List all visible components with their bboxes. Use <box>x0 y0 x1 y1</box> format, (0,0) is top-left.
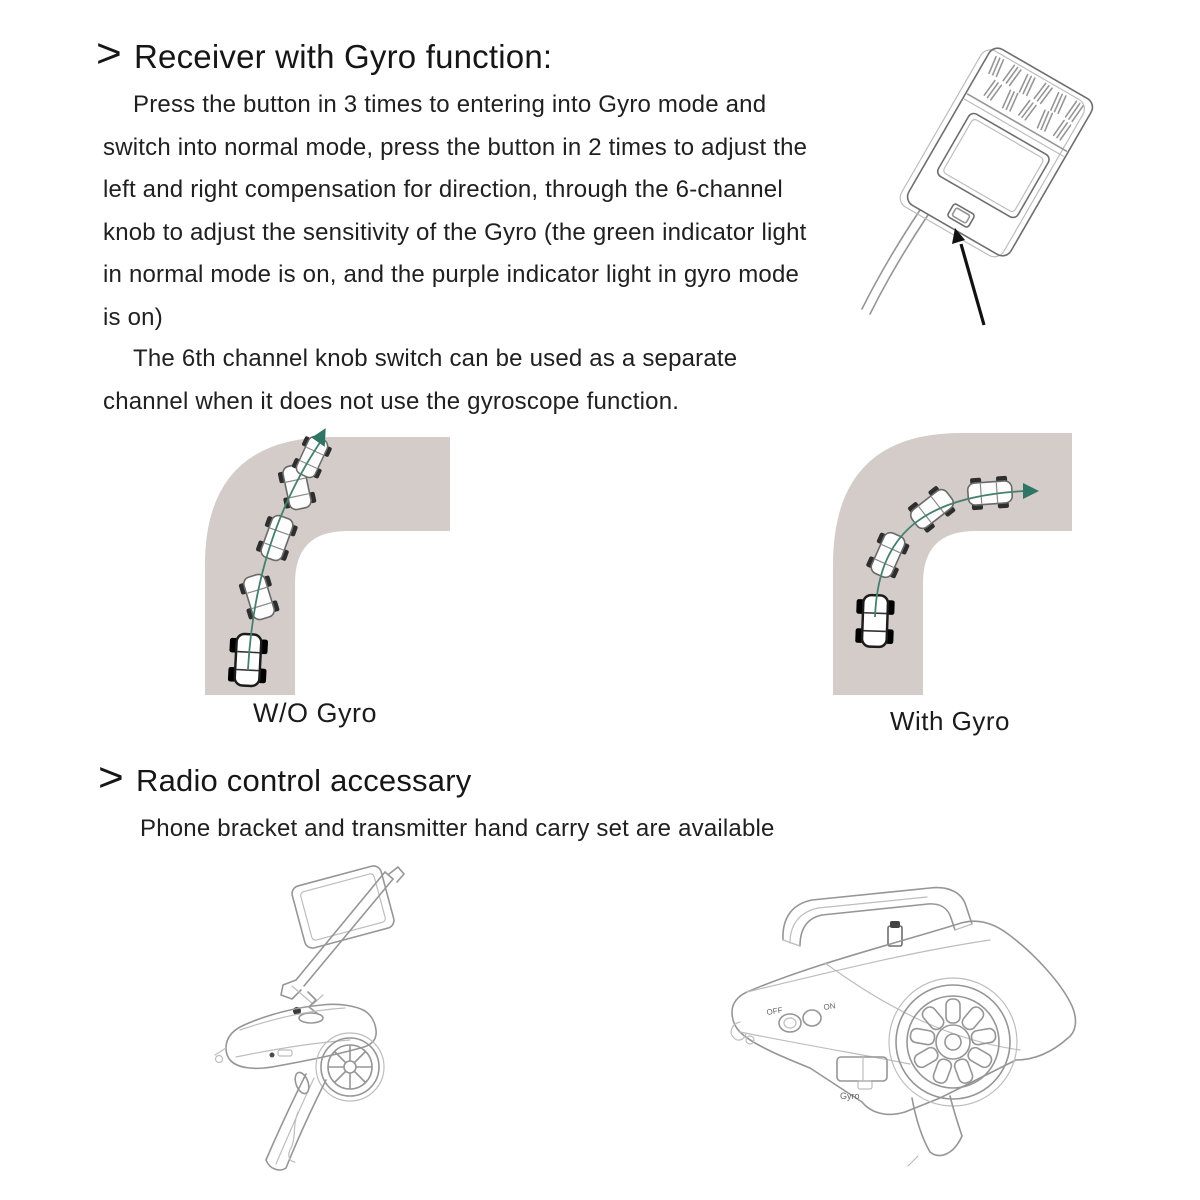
paragraph-line: switch into normal mode, press the button in 2 times to adjust the <box>103 133 808 161</box>
steering-wheel <box>316 1033 384 1101</box>
transmitter-body <box>731 921 1075 1114</box>
transmitter-hand-carry-illustration <box>690 860 1140 1190</box>
accessory-subtitle: Phone bracket and transmitter hand carry set are available <box>140 815 775 842</box>
accessory-section-title: Radio control accessary <box>136 763 472 798</box>
gyro-label: Gyro <box>840 1091 860 1101</box>
power-switch-cluster <box>766 1001 836 1032</box>
antenna-wire <box>862 210 920 309</box>
paragraph-line: Press the button in 3 times to entering into Gyro mode and <box>133 91 767 118</box>
receiver-setup-button <box>947 203 975 228</box>
gyro-module <box>837 1057 887 1101</box>
off-label: OFF <box>765 1005 784 1017</box>
receiver-section-title: Receiver with Gyro function: <box>134 38 553 75</box>
transmitter-phone-bracket-illustration <box>180 850 600 1200</box>
receiver-paragraph-1 <box>103 84 807 339</box>
carry-handle <box>783 888 972 946</box>
section-bullet-arrow: > <box>96 31 122 77</box>
receiver-body <box>896 42 1096 264</box>
on-label: ON <box>822 1001 837 1012</box>
section-bullet-arrow: > <box>98 755 124 801</box>
paragraph-line: in normal mode is on, and the purple indicator light in gyro mode <box>103 261 800 288</box>
with-gyro-caption: With Gyro <box>889 706 1011 736</box>
receiver-paragraph-2 <box>103 338 737 423</box>
receiver-illustration <box>860 25 1120 335</box>
diagram-with-gyro <box>820 425 1100 715</box>
strap <box>289 1112 298 1162</box>
receiver-label-window <box>936 111 1052 219</box>
paragraph-line: channel when it does not use the gyroscope function. <box>103 387 680 415</box>
paragraph-line: knob to adjust the sensitivity of the Gyro (the green indicator light <box>103 218 807 246</box>
pistol-grip <box>266 1071 326 1170</box>
steering-wheel <box>889 978 1017 1106</box>
without-gyro-caption: W/O Gyro <box>253 698 377 728</box>
diagram-without-gyro <box>180 425 460 715</box>
paragraph-line: left and right compensation for direction, through the 6-channel <box>103 176 783 203</box>
paragraph-line: is on) <box>103 303 163 331</box>
paragraph-line: The 6th channel knob switch can be used as a separate <box>133 345 738 372</box>
